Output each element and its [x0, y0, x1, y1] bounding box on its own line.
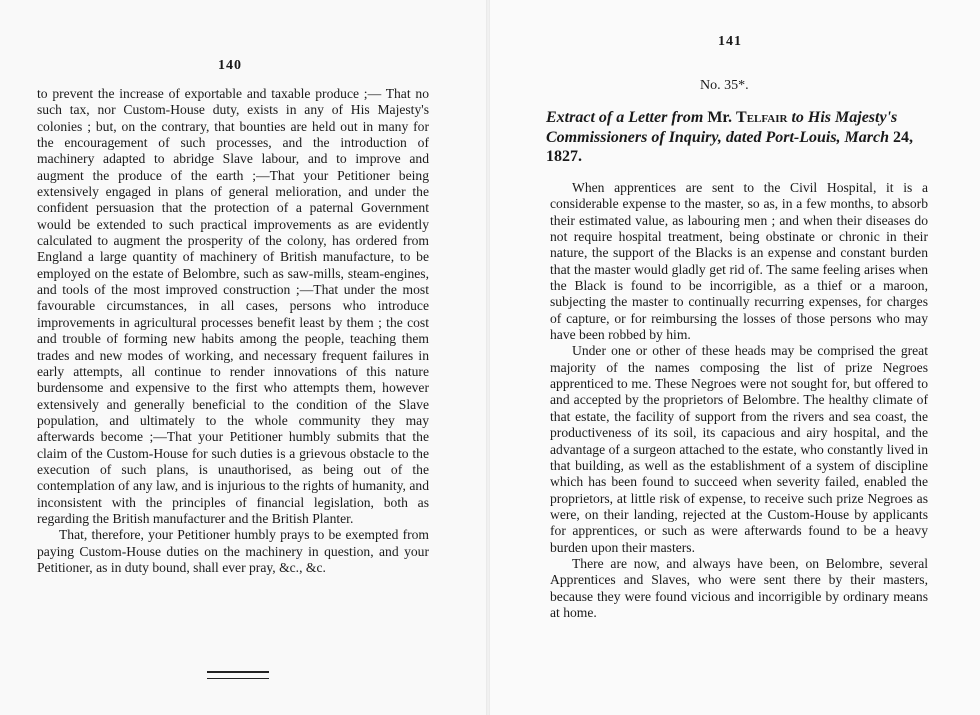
heading-part-2: to His Majesty's Commissioners of Inquiry, dated Port-Louis, March	[546, 109, 898, 146]
left-page	[0, 0, 486, 715]
left-paragraph-1: to prevent the increase of exportable and taxable produce ;— That no such tax, nor Custom-House duty, exists in any of His Majesty's colonies ; but, on the contrary, that bounties are held out in many for the encouragement of such processes, and the introduction of machinery adapted to abridge Slave labour, and to improve and augment the produce of the earth ;—That your Petitioner being extensively engaged in plans of general melioration, and under the confident persuasion that the protection of a paternal Government would be extended to such practical improvements as are evidently calculated to augment the prosperity of the colony, has ordered from England a large quantity of machinery of British manufacture, to be employed on the estate of Belombre, such as saw-mills, steam-engines, and tools of the most improved construction ;—That under the most favourable circumstances, in all cases, persons who introduce improvements in agricultural processes benefit least by them ; the cost and trouble of forming new habits among the people, teaching them trades and new modes of working, and necessary frequent failures in early attempts, all continue to render innovations of this nature burdensome and expensive to the first who attempts them, however extensively and generally beneficial to the condition of the Slave population, and ultimately to the whole community they may afterwards become ;—That your Petitioner humbly submits that the claim of the Custom-House for such duties is a grievous obstacle to the execution of such plans, is unauthorised, as being out of the contemplation of any law, and is injurious to the rights of humanity, and inconsistent with the principles of financial legislation, both as regarding the British manufacturer and the British Planter.	[37, 86, 429, 526]
document-number: No. 35*.	[700, 78, 749, 93]
heading-end: .	[578, 148, 582, 165]
end-rule-divider	[207, 671, 269, 679]
heading-part-1: Extract of a Letter from	[546, 109, 708, 126]
right-paragraph-3: There are now, and always have been, on Belombre, several Apprentices and Slaves, who were sent there by their masters, because they were found vicious and incorrigible by ordinary means at home.	[550, 555, 928, 620]
left-page-text	[37, 86, 429, 576]
left-paragraph-2: That, therefore, your Petitioner humbly prays to be exempted from paying Custom-House duties on the machinery in question, and your Petitioner, as in duty bound, shall ever pray, &c., &c.	[37, 527, 429, 575]
heading-name: Telfair	[736, 109, 788, 126]
left-page-number: 140	[218, 58, 242, 73]
heading-date: 24, 1827	[546, 128, 914, 165]
right-paragraph-2: Under one or other of these heads may be comprised the great majority of the names composing the list of prize Negroes apprenticed to me. These Negroes were not sought for, but offered to and accepted by the proprietors of Belombre. The healthy climate of that estate, the facility of support from the rivers and sea coast, the productiveness of its soil, its capacious and airy hospital, and the advantage of a surgeon attached to the estate, who constantly lived in that building, as well as the establishment of a system of discipline which has been found to succeed when severity failed, enabled the proprietors, at little risk of expense, to receive such prize Negroes as were, on their landing, rejected at the Custom-House by applicants for apprentices, or such as were afterwards found to be a heavy burden upon their masters.	[550, 343, 928, 555]
letter-heading	[546, 108, 924, 167]
right-page	[490, 0, 980, 715]
heading-mr: Mr.	[707, 109, 737, 126]
right-paragraph-1: When apprentices are sent to the Civil Hospital, it is a considerable expense to the master, so as, in a few months, to absorb their estimated value, as labouring men ; and when their diseases do not require hospital treatment, being obstinate or chronic in their nature, the support of the Blacks is an expense and constant burden that the master would gladly get rid of. The same feeling arises when the Black is found to be incorrigible, as a thief or a maroon, subjecting the master to continually recurring expenses, for charges of capture, or for reimbursing the losses of those persons who may have been robbed by him.	[550, 180, 928, 343]
right-page-text	[550, 180, 928, 621]
right-page-number: 141	[718, 34, 742, 49]
